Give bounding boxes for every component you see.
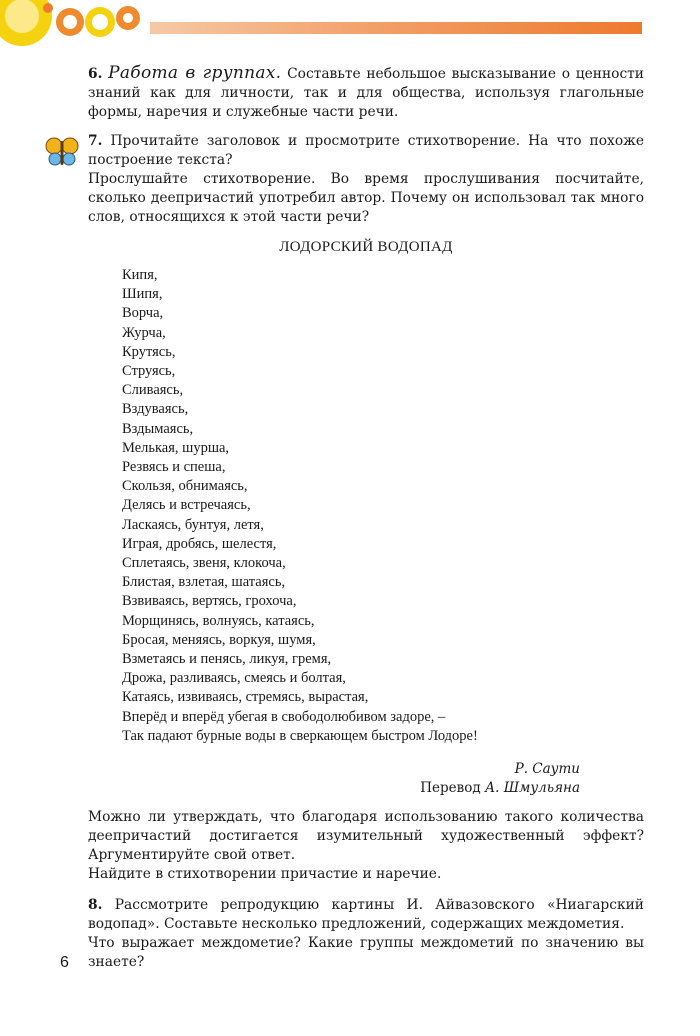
task-number: 7. (88, 133, 103, 149)
poem-line: Делясь и встречаясь, (122, 497, 251, 514)
translator-prefix: Перевод (420, 780, 481, 797)
poem-line: Катаясь, извиваясь, стремясь, вырастая, (122, 689, 369, 706)
poem-line: Крутясь, (122, 343, 176, 360)
poem-line: Играя, дробясь, шелестя, (122, 535, 277, 552)
task-text: Прочитайте заголовок и просмотрите стихотворение. На что похоже построение текста? (88, 133, 645, 168)
butterfly-icon (44, 136, 80, 168)
page-number: 6 (60, 954, 69, 971)
task-8 (88, 896, 644, 934)
task-6 (88, 64, 644, 122)
poem-line: Журча, (122, 324, 166, 341)
poem-line: Ворча, (122, 305, 164, 322)
task-7-instruction: Прослушайте стихотворение. Во время прослушивания посчитайте, сколько деепричастий употребил автор. Почему он использовал так много слов, относящихся к этой части речи? (88, 171, 644, 225)
poem-line: Скользя, обнимаясь, (122, 478, 248, 495)
poem-line: Так падают бурные воды в сверкающем быстром Лодоре! (122, 727, 478, 744)
translator-name: А. Шмульяна (484, 780, 580, 797)
poem-line: Взметаясь и пенясь, ликуя, гремя, (122, 651, 332, 668)
poem-line: Морщинясь, волнуясь, катаясь, (122, 612, 315, 629)
task-number: 8. (88, 897, 103, 914)
poem-line: Ласкаясь, бунтуя, летя, (122, 516, 264, 533)
task-heading: Работа в группах. (108, 63, 282, 83)
poem-line: Кипя, (122, 267, 158, 283)
poem-line: Бросая, меняясь, воркуя, шумя, (122, 631, 316, 648)
poem-line: Сливаясь, (122, 382, 184, 399)
task-8-question: Что выражает междометие? Какие группы междометий по значению вы знаете? (88, 935, 644, 971)
poem-line: Мелькая, шурша, (122, 439, 230, 456)
poem-line: Вперёд и вперёд убегая в свободолюбивом задоре, – (122, 708, 446, 725)
poem-question: Можно ли утверждать, что благодаря использованию такого количества деепричастий достигается изумительный художественный эффект? Аргументируйте свой ответ. (88, 809, 644, 864)
poem-translator-line (88, 779, 580, 798)
poem-body (122, 266, 644, 746)
page-content (88, 64, 644, 972)
poem-author: Р. Саути (514, 761, 580, 778)
poem-find-task: Найдите в стихотворении причастие и наречие. (88, 866, 442, 883)
poem-line: Шипя, (122, 286, 163, 303)
poem-line: Вздуваясь, (122, 401, 189, 418)
task-number: 6. (88, 66, 103, 82)
task-7 (88, 132, 644, 170)
poem-attribution (88, 760, 580, 798)
poem-line: Блистая, взлетая, шатаясь, (122, 574, 286, 591)
task-text: Рассмотрите репродукцию картины И. Айвазовского «Ниагарский водопад». Составьте несколько предложений, содержащих междометия. (88, 897, 644, 933)
poem-line: Сплетаясь, звеня, клокоча, (122, 555, 286, 572)
header-gradient-band (150, 22, 642, 34)
poem-line: Резвясь и спеша, (122, 459, 226, 476)
task-text: Составьте небольшое высказывание о ценности знаний как для личности, так и для общества, используя глагольные формы, наречия и служебные части речи. (88, 66, 645, 120)
poem-line: Взвиваясь, вертясь, грохоча, (122, 593, 297, 610)
poem-line: Вздымаясь, (122, 420, 194, 437)
poem-title: ЛОДОРСКИЙ ВОДОПАД (279, 239, 453, 255)
poem-line: Струясь, (122, 363, 176, 380)
poem-line: Дрожа, разливаясь, смеясь и болтая, (122, 670, 346, 687)
